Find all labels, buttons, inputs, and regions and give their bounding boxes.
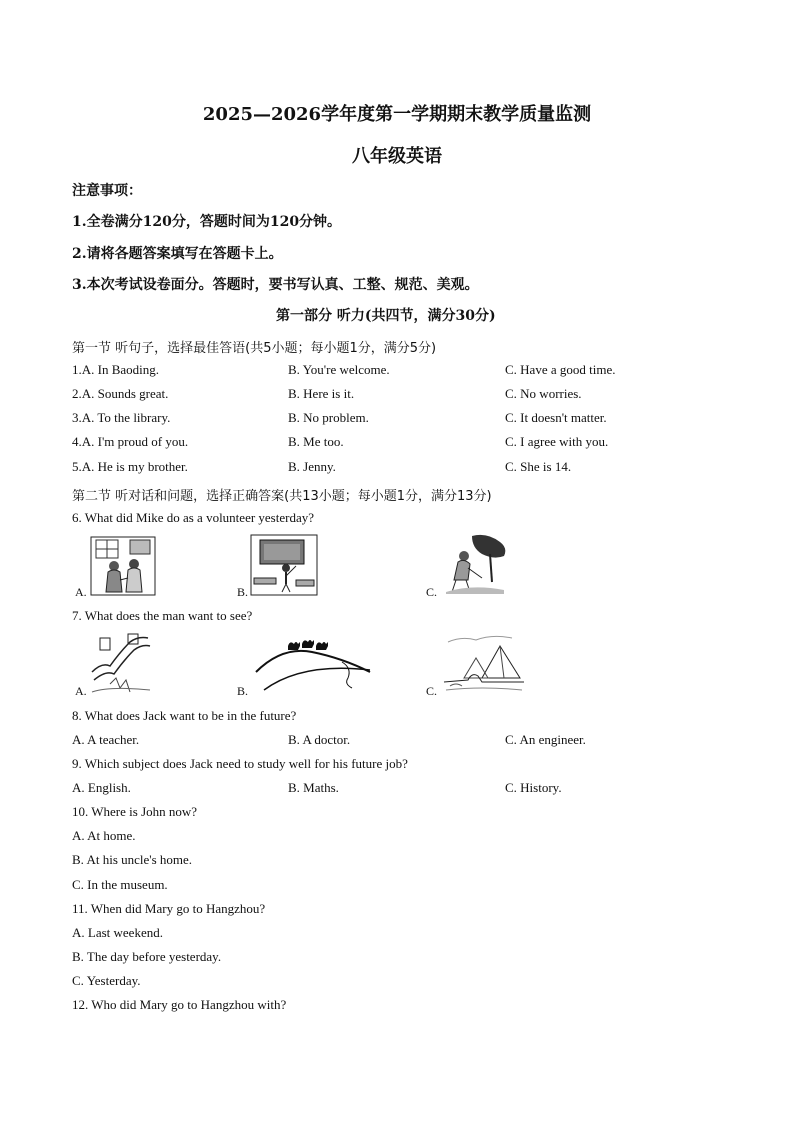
q9-option-b: B. Maths. xyxy=(288,780,339,795)
q10-text: 10. Where is John now? xyxy=(72,804,198,819)
section2-heading: 第二节 听对话和问题，选择正确答案(共13小题；每小题1分，满分13分) xyxy=(72,489,492,504)
exam-title: 2025—2026学年度第一学期期末教学质量监测 xyxy=(202,104,592,125)
q1-option-b: B. You're welcome. xyxy=(288,362,390,377)
notes-heading: 注意事项： xyxy=(72,183,142,199)
q10-option-b: B. At his uncle's home. xyxy=(72,852,193,867)
q6-label-a: A. xyxy=(75,585,87,599)
q8-option-b: B. A doctor. xyxy=(288,732,351,747)
q4-option-c: C. I agree with you. xyxy=(505,434,609,449)
q7-label-a: A. xyxy=(75,684,87,698)
note-item: 3.本次考试设卷面分。答题时，要书写认真、工整、规范、美观。 xyxy=(72,277,479,293)
q12-text: 12. Who did Mary go to Hangzhou with? xyxy=(72,997,287,1012)
q3-option-a: 3.A. To the library. xyxy=(72,410,171,425)
note-item: 2.请将各题答案填写在答题卡上。 xyxy=(72,246,283,262)
q5-option-a: 5.A. He is my brother. xyxy=(72,459,188,474)
volunteers-helping-elderly-picture xyxy=(90,536,156,596)
q9-option-a: A. English. xyxy=(72,780,131,795)
q6-label-b: B. xyxy=(237,585,249,599)
q7-label-b: B. xyxy=(237,684,249,698)
part1-title: 第一部分 听力(共四节，满分30分) xyxy=(276,308,496,324)
q3-option-b: B. No problem. xyxy=(288,410,369,425)
q9-text: 9. Which subject does Jack need to study well for his future job? xyxy=(72,756,408,771)
q11-option-a: A. Last weekend. xyxy=(72,925,163,940)
q2-option-c: C. No worries. xyxy=(505,386,582,401)
q5-option-b: B. Jenny. xyxy=(288,459,336,474)
q8-option-a: A. A teacher. xyxy=(72,732,140,747)
desert-camels-picture xyxy=(252,632,374,692)
q10-option-a: A. At home. xyxy=(72,828,136,843)
q5-option-c: C. She is 14. xyxy=(505,459,572,474)
q11-text: 11. When did Mary go to Hangzhou? xyxy=(72,901,266,916)
q4-option-a: 4.A. I'm proud of you. xyxy=(72,434,189,449)
q8-option-c: C. An engineer. xyxy=(505,732,586,747)
great-wall-picture xyxy=(90,632,152,696)
q10-option-c: C. In the museum. xyxy=(72,877,168,892)
q8-text: 8. What does Jack want to be in the future? xyxy=(72,708,297,723)
q7-text: 7. What does the man want to see? xyxy=(72,608,253,623)
q6-label-c: C. xyxy=(426,585,438,599)
q7-label-c: C. xyxy=(426,684,438,698)
q2-option-a: 2.A. Sounds great. xyxy=(72,386,169,401)
q3-option-c: C. It doesn't matter. xyxy=(505,410,607,425)
planting-tree-picture xyxy=(442,534,508,596)
q6-text: 6. What did Mike do as a volunteer yesterday? xyxy=(72,510,314,525)
q11-option-c: C. Yesterday. xyxy=(72,973,141,988)
q4-option-b: B. Me too. xyxy=(288,434,344,449)
exam-subtitle: 八年级英语 xyxy=(352,146,442,167)
q11-option-b: B. The day before yesterday. xyxy=(72,949,222,964)
pyramids-picture xyxy=(442,632,526,696)
q2-option-b: B. Here is it. xyxy=(288,386,355,401)
section1-heading: 第一节 听句子，选择最佳答语(共5小题；每小题1分，满分5分) xyxy=(72,341,437,356)
q9-option-c: C. History. xyxy=(505,780,562,795)
q1-option-c: C. Have a good time. xyxy=(505,362,616,377)
q1-option-a: 1.A. In Baoding. xyxy=(72,362,160,377)
classroom-cleaning-picture xyxy=(250,534,318,596)
note-item: 1.全卷满分120分，答题时间为120分钟。 xyxy=(72,214,342,230)
